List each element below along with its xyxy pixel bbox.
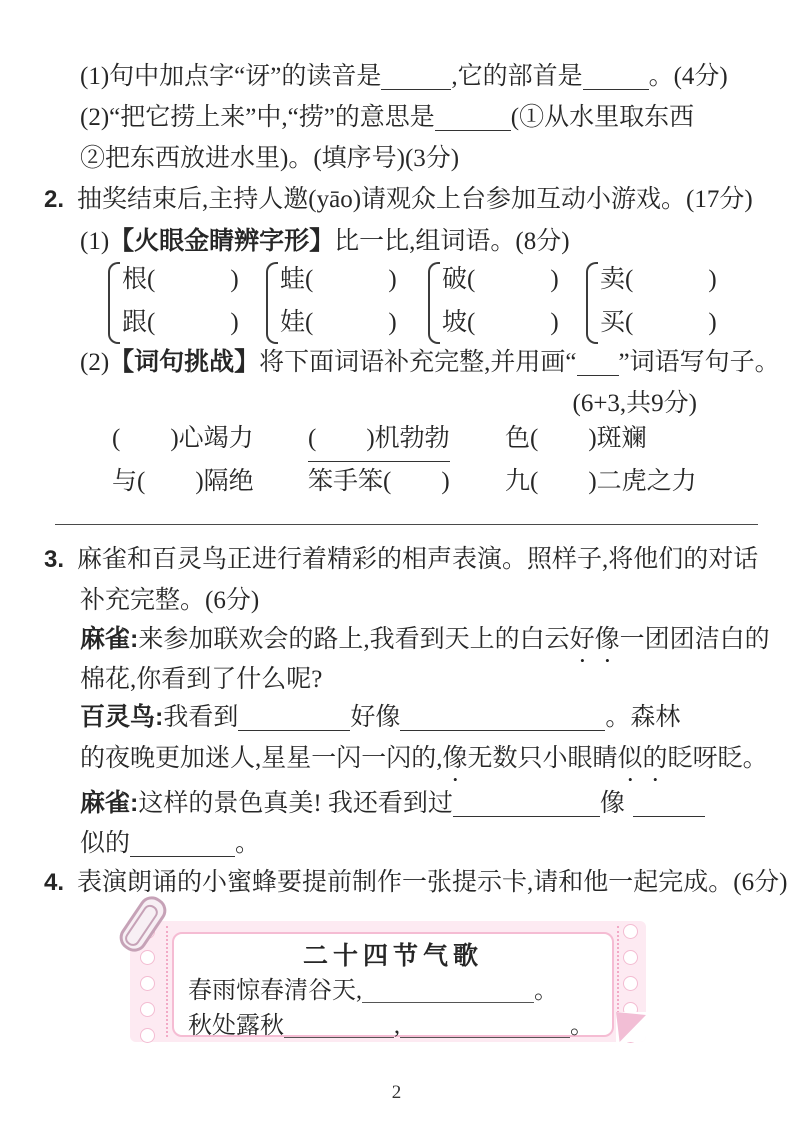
text-segment: 补充完整。(6分) bbox=[80, 587, 260, 614]
text-segment: ②把东西放进水里)。(填序号)(3分) bbox=[80, 145, 460, 172]
text-segment: 将下面词语补充完整,并用画“ bbox=[259, 349, 577, 376]
text-segment: 我看到 bbox=[163, 704, 239, 731]
speaker-label: 百灵鸟: bbox=[80, 703, 164, 731]
answer-blank bbox=[633, 802, 705, 817]
text-segment: (1)句中加点字“讶”的读音是 bbox=[80, 63, 382, 90]
text-segment: 一团团洁白的 bbox=[619, 626, 770, 653]
punch-hole bbox=[140, 976, 155, 991]
answer-blank bbox=[381, 75, 451, 90]
text-segment: 麻雀和百灵鸟正进行着精彩的相声表演。照样子,将他们的对话 bbox=[77, 546, 759, 573]
completion-item: ( )心竭力 bbox=[112, 425, 254, 452]
pair-row: 卖( ) bbox=[600, 266, 717, 293]
perforation-line bbox=[166, 926, 168, 1037]
text-segment: 无数只小眼睛 bbox=[467, 745, 618, 772]
page-number: 2 bbox=[391, 1082, 402, 1103]
q1-sub2-line bbox=[80, 101, 694, 135]
text-segment: 。(4分) bbox=[648, 63, 728, 90]
emphasized-text: 好像 bbox=[569, 626, 620, 653]
completion-item: 色( )斑斓 bbox=[505, 425, 647, 452]
pair-column bbox=[278, 258, 397, 344]
punch-hole bbox=[140, 1002, 155, 1017]
section-tag: 【词句挑战】 bbox=[109, 348, 260, 376]
q2-sub1-line bbox=[80, 224, 570, 259]
brace-icon bbox=[586, 262, 598, 344]
pair-row: 跟( ) bbox=[122, 309, 239, 336]
text-segment: 抽奖结束后,主持人邀(yāo)请观众上台参加互动小游戏。(17分) bbox=[77, 186, 753, 213]
pair-row: 根( ) bbox=[122, 266, 239, 293]
question-number: 4. bbox=[44, 869, 65, 896]
brace-icon bbox=[266, 262, 278, 344]
answer-blank bbox=[435, 116, 511, 131]
q1-sub1-line bbox=[80, 60, 728, 94]
pair-column bbox=[598, 258, 717, 344]
speaker-label: 麻雀: bbox=[80, 625, 139, 653]
completion-item: 与( )隔绝 bbox=[112, 468, 254, 495]
pair-column bbox=[120, 258, 239, 344]
sparrow-line-3 bbox=[80, 786, 705, 821]
text-segment: 。 bbox=[570, 1013, 594, 1039]
pair-row: 蛙( ) bbox=[280, 266, 397, 293]
answer-blank bbox=[284, 1024, 394, 1038]
text-segment: 表演朗诵的小蜜蜂要提前制作一张提示卡,请和他一起完成。(6分) bbox=[77, 869, 788, 896]
pair-row: 破( ) bbox=[442, 266, 559, 293]
emphasized-text: 似的 bbox=[617, 745, 668, 772]
pair-column bbox=[440, 258, 559, 344]
quote-blank bbox=[577, 361, 619, 376]
section-tag: 【火眼金睛辨字形】 bbox=[109, 227, 335, 255]
q3-stem-cont-line bbox=[80, 584, 259, 618]
completion-item: 笨手笨( ) bbox=[308, 468, 450, 495]
prompt-card bbox=[130, 921, 646, 1042]
card-inner bbox=[172, 932, 614, 1037]
text-segment: ,它的部首是 bbox=[451, 63, 583, 90]
punch-hole bbox=[140, 1028, 155, 1043]
brace-icon bbox=[428, 262, 440, 344]
word-pair-group bbox=[108, 258, 239, 344]
completion-item: 九( )二虎之力 bbox=[505, 468, 697, 495]
word-pair-group bbox=[266, 258, 397, 344]
sparrow-line-1 bbox=[80, 622, 770, 668]
speaker-label: 麻雀: bbox=[80, 789, 139, 817]
punch-hole bbox=[140, 950, 155, 965]
text-segment: (1) bbox=[80, 228, 110, 255]
text-segment: 。 bbox=[235, 830, 261, 857]
word-pair-group bbox=[428, 258, 559, 344]
q2-sub2-line bbox=[80, 345, 780, 380]
text-segment: 。 bbox=[534, 978, 558, 1004]
card-title: 二十四节气歌 bbox=[302, 942, 483, 970]
card-line-1 bbox=[188, 970, 558, 1005]
text-segment: 像 bbox=[599, 790, 625, 817]
card-line-2 bbox=[188, 1005, 594, 1040]
score-note: (6+3,共9分) bbox=[572, 390, 697, 417]
text-segment: (①从水里取东西 bbox=[510, 104, 695, 131]
brace-icon bbox=[108, 262, 120, 344]
answer-blank bbox=[400, 1024, 570, 1038]
text-segment: 似的 bbox=[80, 830, 131, 857]
lark-line-1 bbox=[80, 700, 680, 735]
q1-sub2-cont-line bbox=[80, 142, 459, 176]
q2-stem-line bbox=[44, 183, 753, 217]
sparrow-line-4 bbox=[80, 827, 260, 861]
answer-blank bbox=[400, 716, 605, 731]
punch-hole bbox=[623, 976, 638, 991]
q4-stem-line bbox=[44, 866, 787, 900]
text-segment: (2)“把它捞上来”中,“捞”的意思是 bbox=[80, 104, 435, 131]
punch-hole bbox=[623, 924, 638, 939]
text-segment: 春雨惊春清谷天, bbox=[188, 978, 362, 1004]
emphasized-text: 像 bbox=[442, 745, 468, 772]
answer-blank bbox=[130, 842, 235, 857]
answer-blank bbox=[453, 802, 600, 817]
text-segment: 好像 bbox=[350, 704, 401, 731]
text-segment: , bbox=[394, 1013, 400, 1039]
text-segment: 来参加联欢会的路上,我看到天上的白云 bbox=[138, 626, 570, 653]
text-segment: 。森林 bbox=[605, 704, 681, 731]
text-segment: ”词语写句子。 bbox=[618, 349, 780, 376]
word-pair-group bbox=[586, 258, 717, 344]
lark-line-2 bbox=[80, 742, 768, 787]
answer-blank bbox=[362, 989, 534, 1003]
text-segment: 秋处露秋 bbox=[188, 1013, 284, 1039]
answer-blank bbox=[583, 75, 649, 90]
text-segment: (2) bbox=[80, 349, 110, 376]
pair-row: 坡( ) bbox=[442, 309, 559, 336]
answer-blank bbox=[238, 716, 350, 731]
q3-stem-line bbox=[44, 543, 758, 577]
text-segment: 这样的景色真美! 我还看到过 bbox=[138, 790, 453, 817]
text-segment: 的夜晚更加迷人,星星一闪一闪的, bbox=[80, 745, 443, 772]
completion-item-underlined: ( )机勃勃 bbox=[308, 422, 450, 462]
text-segment: 眨呀眨。 bbox=[667, 745, 768, 772]
pair-row: 娃( ) bbox=[280, 309, 397, 336]
question-number: 3. bbox=[44, 546, 65, 573]
sentence-writing-line bbox=[55, 524, 758, 525]
text-segment: 比一比,组词语。(8分) bbox=[334, 228, 570, 255]
punch-hole bbox=[623, 950, 638, 965]
sparrow-line-2 bbox=[80, 663, 322, 697]
pair-row: 买( ) bbox=[600, 309, 717, 336]
question-number: 2. bbox=[44, 186, 65, 213]
text-segment: 棉花,你看到了什么呢? bbox=[80, 666, 323, 693]
